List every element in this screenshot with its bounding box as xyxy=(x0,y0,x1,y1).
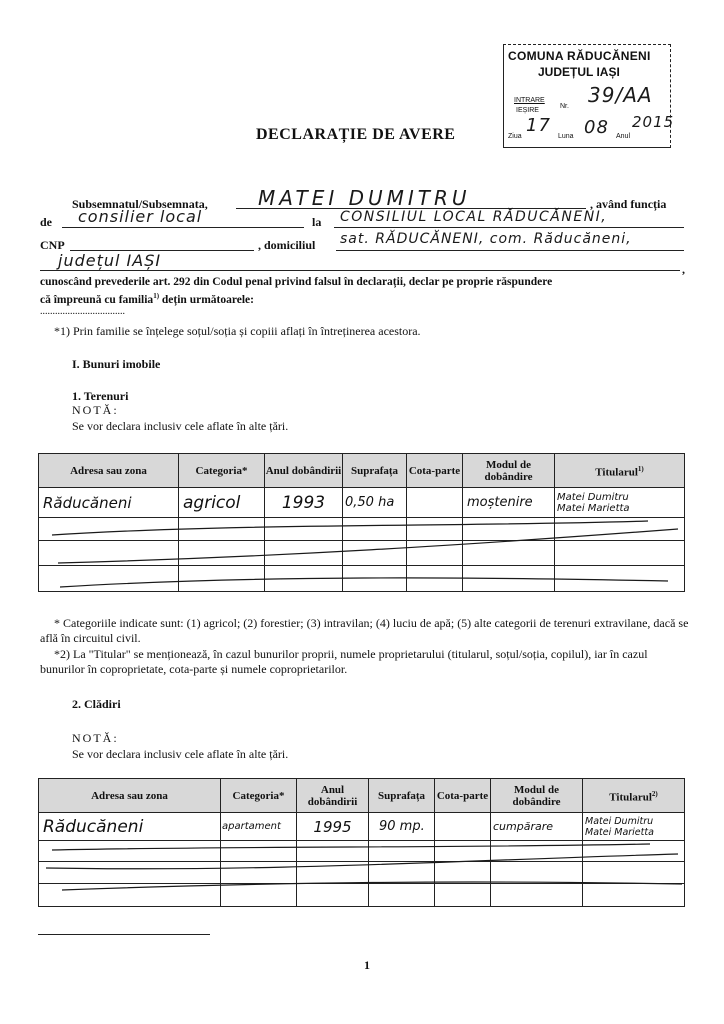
cell-cota xyxy=(435,813,491,841)
stamp-ziua-value: 17 xyxy=(526,115,551,136)
table-row-empty xyxy=(39,566,685,592)
declarant-name: MATEI DUMITRU xyxy=(258,186,471,210)
stamp-anul-label: Anul xyxy=(616,133,631,140)
cell-titular xyxy=(583,813,685,841)
statement-dots: .................................. xyxy=(40,306,125,317)
col-titular xyxy=(555,454,685,488)
nota-cladiri-label: NOTĂ: xyxy=(72,731,119,745)
col-modul: Modul de dobândire xyxy=(463,454,555,488)
la-label: la xyxy=(312,215,322,229)
nota-cladiri-text: Se vor declara inclusiv cele aflate în alte țări. xyxy=(72,747,289,761)
section-terenuri: 1. Terenuri xyxy=(72,389,129,403)
functia-label: , având funcția xyxy=(590,197,667,211)
page-number: 1 xyxy=(364,958,370,972)
stamp-nr-value: 39/AA xyxy=(588,83,653,107)
document-title: DECLARAȚIE DE AVERE xyxy=(256,126,456,143)
cell-adresa: Răducăneni xyxy=(39,488,179,518)
table-row xyxy=(39,488,685,518)
domiciliu-line-1: sat. RĂDUCĂNENI, com. Răducăneni, xyxy=(340,231,632,247)
col-titular-sup: 1) xyxy=(637,464,644,473)
table-row xyxy=(39,813,685,841)
statement-line-1: cunoscând prevederile art. 292 din Codul penal privind falsul în declarații, declar pe proprie răspundere xyxy=(40,276,553,288)
domiciliu-comma: , xyxy=(682,262,685,276)
cell-categoria: apartament xyxy=(221,813,297,841)
cell-titular xyxy=(555,488,685,518)
stamp-iesire: IEȘIRE xyxy=(516,107,539,114)
col-categoria: Categoria* xyxy=(221,779,297,813)
statement-line-2 xyxy=(40,292,254,306)
stamp-ziua-label: Ziua xyxy=(508,133,522,140)
cell-titular-2: Matei Marietta xyxy=(557,502,630,514)
family-footnote: *1) Prin familie se înțelege soțul/soția și copiii aflați în întreținerea acestora. xyxy=(54,324,421,338)
nota-terenuri-label: NOTĂ: xyxy=(72,403,119,417)
section-cladiri: 2. Clădiri xyxy=(72,697,121,711)
cell-titular-1: Matei Dumitru xyxy=(585,815,654,827)
domiciliu-line-2: județul IAȘI xyxy=(58,251,162,270)
titular-note: *2) La "Titular" se menționează, în cazul bunurilor proprii, numele proprietarului (titularul, soțul/soția, copilul), iar în cazul bunurilor în coproprietate, cota-parte și numele coproprietarilor. xyxy=(40,647,648,676)
col-anul: Anul dobândirii xyxy=(297,779,369,813)
table-row-empty xyxy=(39,841,685,862)
cell-titular-1: Matei Dumitru xyxy=(557,491,629,503)
functie-value: consilier local xyxy=(78,207,203,226)
terenuri-table xyxy=(38,453,685,592)
domiciliul-label: , domiciliul xyxy=(258,238,316,252)
cell-cota xyxy=(407,488,463,518)
col-titular-text: Titularul xyxy=(595,466,638,479)
statement-part-2: dețin următoarele: xyxy=(159,293,254,306)
cell-categoria: agricol xyxy=(179,488,265,518)
statement-part-1: că împreună cu familia xyxy=(40,293,154,306)
categorii-note: * Categoriile indicate sunt: (1) agricol; (2) forestier; (3) intravilan; (4) luciu de apă; (5) alte categorii de terenuri extravilane, dacă se află în circuitul civil. xyxy=(40,616,689,645)
stamp-luna-label: Luna xyxy=(558,133,574,140)
col-suprafata: Suprafața xyxy=(369,779,435,813)
col-titular-text: Titularul xyxy=(609,791,652,804)
col-anul: Anul dobândirii xyxy=(265,454,343,488)
cell-anul: 1993 xyxy=(265,488,343,518)
stamp-commune: COMUNA RĂDUCĂNENI xyxy=(508,49,651,63)
table-row-empty xyxy=(39,884,685,907)
col-cota: Cota-parte xyxy=(407,454,463,488)
cell-titular-2: Matei Marietta xyxy=(585,826,654,838)
de-label: de xyxy=(40,215,52,229)
registration-stamp xyxy=(503,44,675,148)
subsemnatul-label: Subsemnatul/Subsemnata, xyxy=(72,197,208,211)
cnp-label: CNP xyxy=(40,238,65,252)
cell-suprafata: 0,50 ha xyxy=(343,488,407,518)
table-row-empty xyxy=(39,862,685,884)
stamp-anul-value: 2015 xyxy=(632,113,675,131)
col-categoria: Categoria* xyxy=(179,454,265,488)
cell-modul: moștenire xyxy=(463,488,555,518)
stamp-county: JUDEȚUL IAȘI xyxy=(538,65,620,79)
col-cota: Cota-parte xyxy=(435,779,491,813)
table-row-empty xyxy=(39,518,685,541)
nota-terenuri-text: Se vor declara inclusiv cele aflate în alte țări. xyxy=(72,419,289,433)
statement-sup: 1) xyxy=(153,292,160,300)
col-modul: Modul de dobândire xyxy=(491,779,583,813)
cell-anul: 1995 xyxy=(297,813,369,841)
institutie-value: CONSILIUL LOCAL RĂDUCĂNENI, xyxy=(340,209,608,225)
stamp-nr-label: Nr. xyxy=(560,103,569,110)
col-titular-sup: 2) xyxy=(651,789,658,798)
col-suprafata: Suprafața xyxy=(343,454,407,488)
cell-adresa: Răducăneni xyxy=(39,813,221,841)
col-titular xyxy=(583,779,685,813)
col-adresa: Adresa sau zona xyxy=(39,779,221,813)
cladiri-table xyxy=(38,778,685,907)
stamp-luna-value: 08 xyxy=(584,117,609,138)
cell-suprafata: 90 mp. xyxy=(369,813,435,841)
cell-modul: cumpărare xyxy=(491,813,583,841)
stamp-intrare: INTRARE xyxy=(514,97,545,104)
table-row-empty xyxy=(39,541,685,566)
col-adresa: Adresa sau zona xyxy=(39,454,179,488)
section-bunuri-imobile: I. Bunuri imobile xyxy=(72,357,161,371)
